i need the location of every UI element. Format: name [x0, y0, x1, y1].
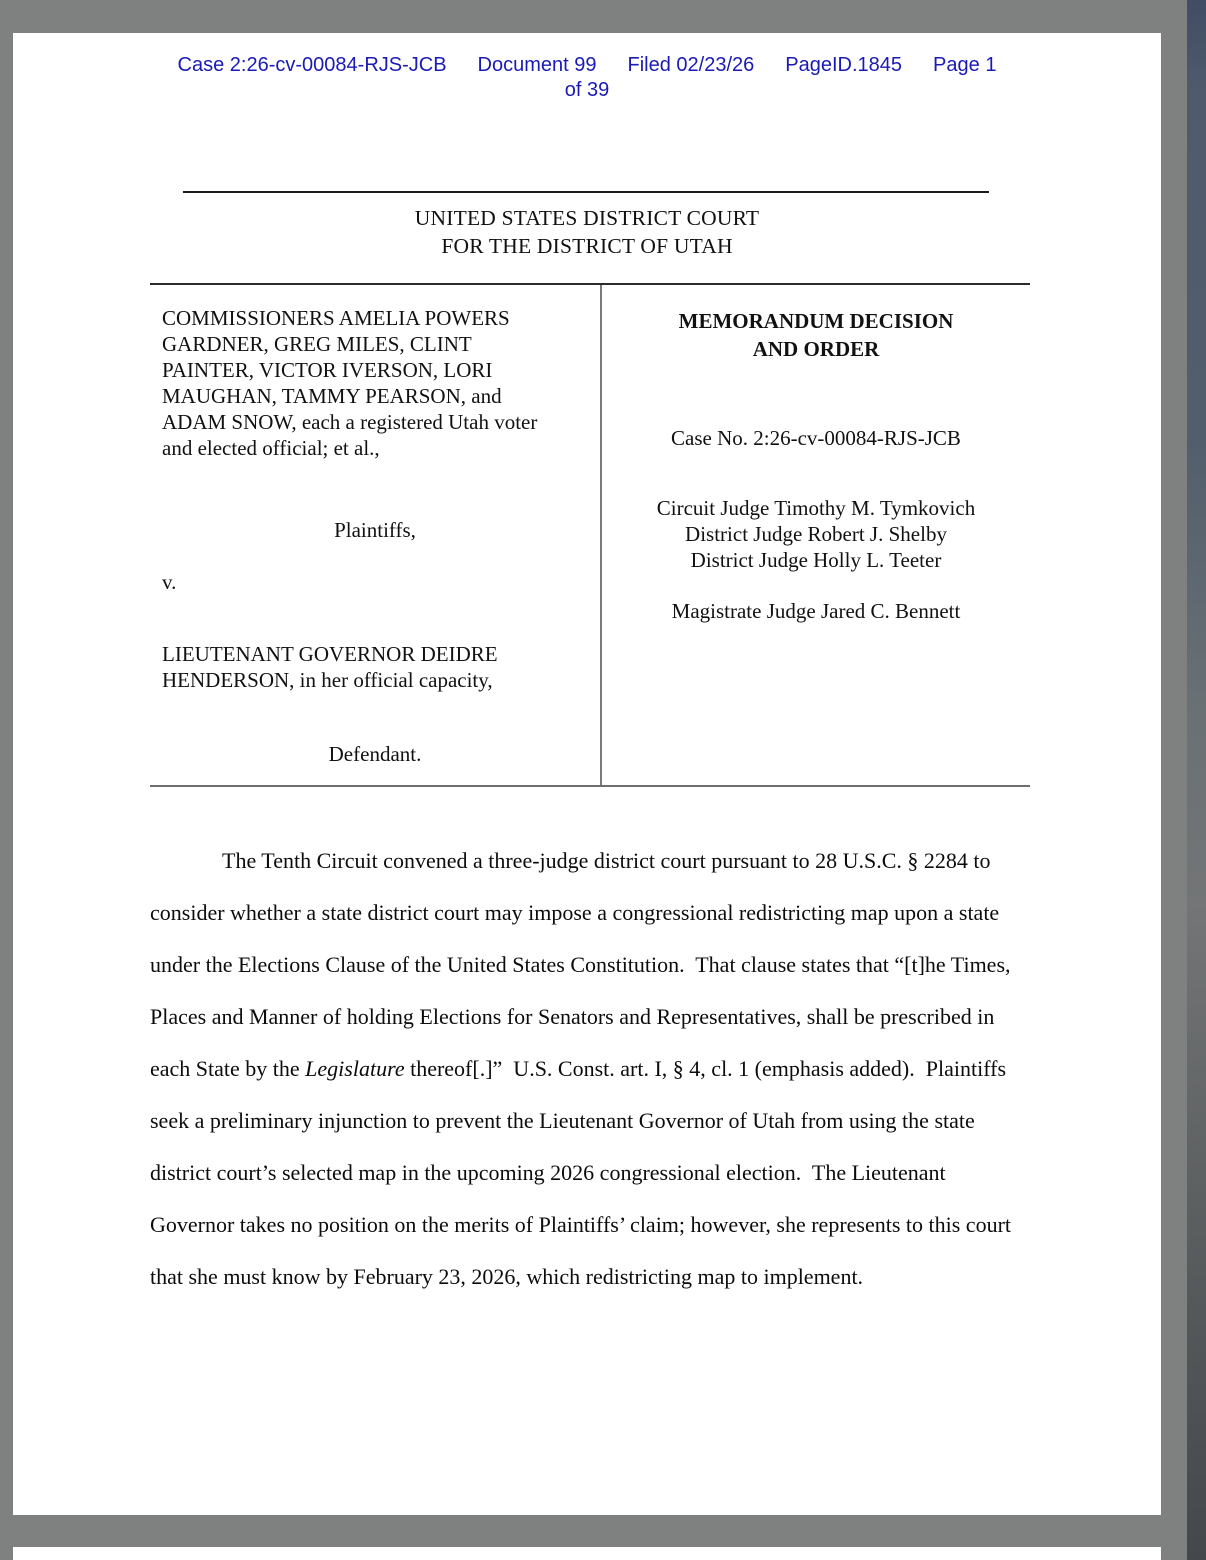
court-title-line1: UNITED STATES DISTRICT COURT — [414, 206, 760, 230]
ecf-stamp-line2: of 39 — [564, 79, 610, 101]
case-number: Case No. 2:26-cv-00084-RJS-JCB — [671, 426, 961, 450]
plaintiffs-label: Plaintiffs, — [334, 518, 416, 542]
judge-panel-list — [610, 495, 1022, 573]
case-caption — [150, 283, 1030, 787]
caption-court-cell — [600, 285, 1030, 785]
scrollbar[interactable] — [1187, 0, 1206, 1560]
memorandum-title-line2: AND ORDER — [752, 337, 880, 361]
magistrate-judge-name: Magistrate Judge Jared C. Bennett — [671, 599, 961, 623]
court-title — [13, 204, 1161, 260]
stamp-case-number: Case 2:26-cv-00084-RJS-JCB — [177, 54, 447, 76]
ecf-stamp — [13, 53, 1161, 103]
memorandum-title-line1: MEMORANDUM DECISION — [678, 309, 954, 333]
opinion-text-italic: Legislature — [305, 1056, 405, 1081]
title-rule-line — [183, 191, 989, 193]
pdf-page — [13, 33, 1161, 1515]
stamp-page-id: PageID.1845 — [785, 54, 903, 76]
court-title-line2: FOR THE DISTRICT OF UTAH — [441, 234, 733, 258]
judge-name: District Judge Robert J. Shelby — [685, 522, 947, 546]
judge-name: Circuit Judge Timothy M. Tymkovich — [656, 496, 976, 520]
plaintiffs-names: COMMISSIONERS AMELIA POWERS GARDNER, GREG MILES, CLINT PAINTER, VICTOR IVERSON, LORI MAUGHAN, TAMMY PEARSON, and ADAM SNOW, each a registered Utah voter and elected official; et al., — [162, 306, 538, 460]
opinion-text-after-italic: thereof[.]” U.S. Const. art. I, § 4, cl. 1 (emphasis added). Plaintiffs seek a preliminary injunction to prevent the Lieutenant Governor of Utah from using the state district court’s selected map in the upcoming 2026 congressional election. The Lieutenant Governor takes no position on the merits of Plaintiffs’ claim; however, she represents to this court that she must know by February 23, 2026, which redistricting map to implement. — [150, 1056, 1017, 1289]
versus-label: v. — [162, 570, 177, 594]
stamp-document-number: Document 99 — [477, 54, 597, 76]
judge-name: District Judge Holly L. Teeter — [690, 548, 942, 572]
next-page-top-edge — [13, 1547, 1161, 1560]
memorandum-title — [610, 307, 1022, 363]
opinion-text-before-italic: The Tenth Circuit convened a three-judge district court pursuant to 28 U.S.C. § 2284 to consider whether a state district court may impose a congressional redistricting map upon a state under the Elections Clause of the United States Constitution. That clause states that “[t]he Times, Places and Manner of holding Elections for Senators and Representatives, shall be prescribed in each State by the — [150, 848, 1017, 1081]
defendant-name: LIEUTENANT GOVERNOR DEIDRE HENDERSON, in her official capacity, — [162, 642, 498, 692]
caption-parties-cell — [150, 285, 600, 785]
ecf-stamp-line1 — [13, 53, 1161, 78]
opinion-paragraph — [150, 835, 1032, 1303]
stamp-page-number: Page 1 — [933, 54, 997, 76]
stamp-filed-date: Filed 02/23/26 — [627, 54, 755, 76]
defendant-label: Defendant. — [328, 742, 422, 766]
